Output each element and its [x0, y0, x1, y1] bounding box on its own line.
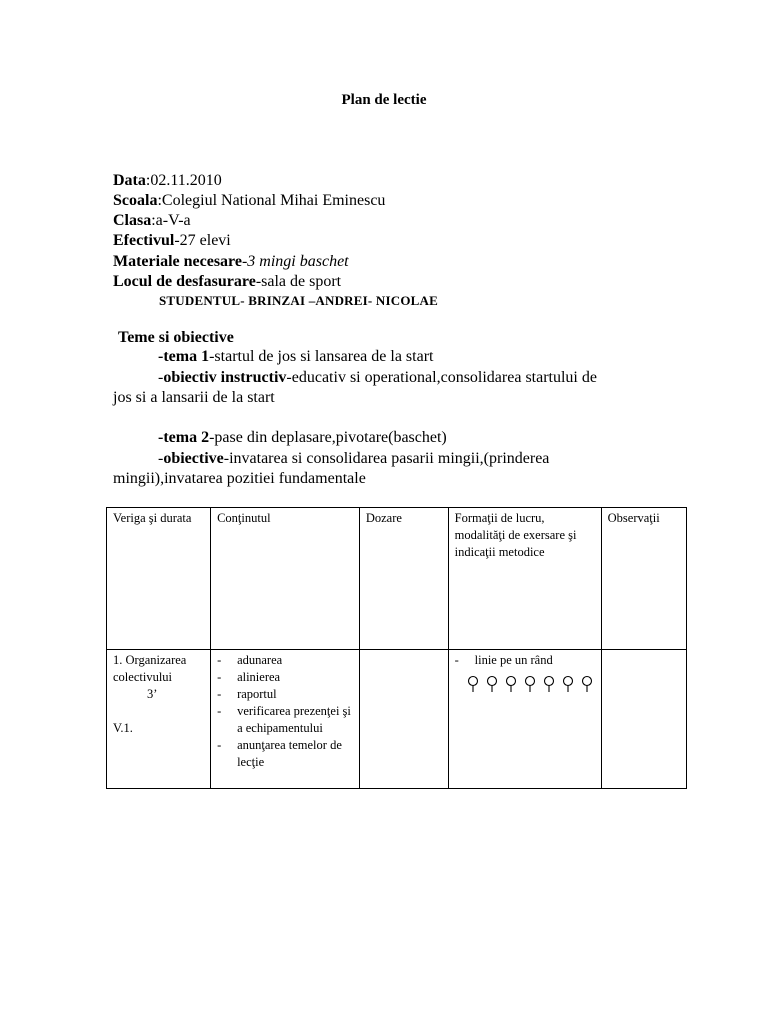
continut-item: - adunarea	[217, 652, 353, 669]
obj2-value: -invatarea si consolidarea pasarii mingii,(prinderea	[223, 450, 550, 467]
header-veriga: Veriga şi durata	[107, 508, 211, 650]
data-label: Data	[113, 172, 146, 189]
veriga-title: 1. Organizarea colectivului	[113, 653, 187, 684]
info-efectiv	[113, 232, 231, 250]
obj1-dash: -	[158, 369, 164, 386]
veriga-time: 3’	[147, 687, 158, 701]
header-continut: Conţinutul	[211, 508, 360, 650]
veriga-code: V.1.	[113, 721, 133, 735]
student-pin-icon	[522, 675, 538, 693]
continut-item: - alinierea	[217, 669, 353, 686]
clasa-label: Clasa	[113, 212, 152, 229]
tema2-line	[158, 429, 447, 447]
student-pin-icon	[484, 675, 500, 693]
cell-formatii	[448, 650, 601, 789]
tema2-label: -tema 2	[158, 429, 210, 446]
student-formation	[465, 675, 595, 693]
student-pin-icon	[541, 675, 557, 693]
teme-heading: Teme si obiective	[118, 329, 234, 346]
student-pin-icon	[560, 675, 576, 693]
obj2-label: obiective	[163, 450, 224, 467]
materiale-label: Materiale necesare	[113, 253, 242, 270]
formatii-list	[455, 652, 595, 669]
continut-list	[217, 652, 353, 771]
obj1-continuation: jos si a lansarii de la start	[113, 389, 275, 406]
efectiv-label: Efectivul	[113, 232, 175, 249]
obj1-value: -educativ si operational,consolidarea startului de	[286, 369, 597, 386]
scoala-label: Scoala	[113, 192, 158, 209]
scoala-value: :Colegiul National Mihai Eminescu	[157, 192, 386, 209]
info-data	[113, 172, 222, 190]
locul-label: Locul de desfasurare	[113, 273, 256, 290]
header-observatii: Observaţii	[601, 508, 686, 650]
info-locul	[113, 273, 341, 291]
info-scoala	[113, 192, 385, 210]
tema1-value: -startul de jos si lansarea de la start	[209, 348, 434, 365]
tema1-label: -tema 1	[158, 348, 210, 365]
materiale-value: -3 mingi baschet	[241, 253, 349, 270]
cell-veriga	[107, 650, 211, 789]
student-name: STUDENTUL- BRINZAI –ANDREI- NICOLAE	[159, 293, 438, 308]
continut-item: - raportul	[217, 686, 353, 703]
efectiv-value: -27 elevi	[174, 232, 231, 249]
header-dozare: Dozare	[359, 508, 448, 650]
obj1-label: obiectiv instructiv	[163, 369, 287, 386]
data-value: :02.11.2010	[145, 172, 222, 189]
cell-dozare	[359, 650, 448, 789]
tema2-value: -pase din deplasare,pivotare(baschet)	[209, 429, 447, 446]
formatii-item: - linie pe un rând	[455, 652, 595, 669]
obj1-line	[158, 369, 597, 387]
obj2-continuation: mingii),invatarea pozitiei fundamentale	[113, 470, 366, 487]
student-pin-icon	[579, 675, 595, 693]
continut-item: - anunţarea temelor de lecţie	[217, 737, 353, 771]
header-formatii: Formaţii de lucru, modalităţi de exersare şi indicaţii metodice	[448, 508, 601, 650]
info-materiale	[113, 253, 349, 271]
tema1-line	[158, 348, 433, 366]
obj2-dash: -	[158, 450, 164, 467]
cell-continut	[211, 650, 360, 789]
clasa-value: :a-V-a	[151, 212, 191, 229]
page-title: Plan de lectie	[341, 92, 427, 108]
obj2-line	[158, 450, 549, 468]
lesson-table	[106, 507, 687, 789]
table-row	[107, 650, 687, 789]
cell-observatii	[601, 650, 686, 789]
locul-value: -sala de sport	[255, 273, 342, 290]
table-header-row	[107, 508, 687, 650]
student-pin-icon	[465, 675, 481, 693]
student-pin-icon	[503, 675, 519, 693]
info-clasa	[113, 212, 191, 230]
continut-item: - verificarea prezenţei şi a echipamentului	[217, 703, 353, 737]
